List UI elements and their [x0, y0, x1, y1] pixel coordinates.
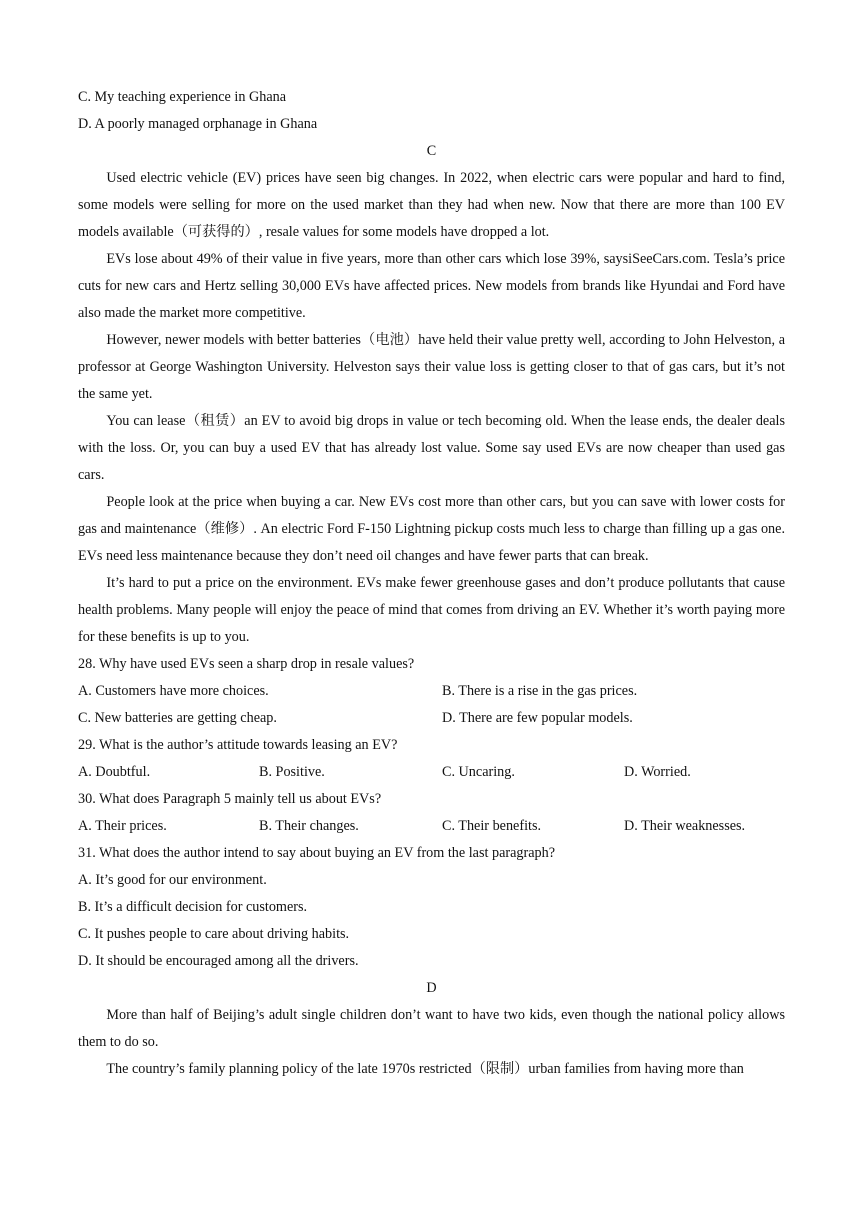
- passage-d-paragraph-1: More than half of Beijing’s adult single children don’t want to have two kids, even though the national policy allows them to do so.: [78, 1007, 785, 1050]
- question-28-option-c: C. New batteries are getting cheap.: [78, 710, 277, 726]
- question-29-option-b: B. Positive.: [259, 764, 325, 780]
- question-30-option-b: B. Their changes.: [259, 818, 359, 834]
- question-29-option-d: D. Worried.: [624, 764, 691, 780]
- question-29-option-a: A. Doubtful.: [78, 764, 151, 780]
- question-28-option-a: A. Customers have more choices.: [78, 683, 269, 699]
- question-30-options: [78, 813, 785, 840]
- question-28-option-b: B. There is a rise in the gas prices.: [442, 683, 638, 699]
- question-31-option-b: B. It’s a difficult decision for customers.: [78, 899, 308, 915]
- question-28-option-d: D. There are few popular models.: [442, 710, 633, 726]
- passage-c-paragraph-3: However, newer models with better batteries（电池）have held their value pretty well, according to John Helveston, a professor at George Washington University. Helveston says their value loss is getting closer to that of gas cars, but it’s not the same yet.: [78, 332, 785, 402]
- question-29-stem: 29. What is the author’s attitude towards leasing an EV?: [78, 737, 398, 753]
- question-28-options-row-1: [78, 678, 785, 705]
- question-28-stem: 28. Why have used EVs seen a sharp drop in resale values?: [78, 656, 415, 672]
- question-31-stem: 31. What does the author intend to say about buying an EV from the last paragraph?: [78, 845, 555, 861]
- question-28-options-row-2: [78, 705, 785, 732]
- page-content: [78, 84, 785, 1083]
- question-30-option-c: C. Their benefits.: [442, 818, 542, 834]
- passage-c-paragraph-6: It’s hard to put a price on the environment. EVs make fewer greenhouse gases and don’t produce pollutants that cause health problems. Many people will enjoy the peace of mind that comes from driving an EV. Whether it’s worth paying more for these benefits is up to you.: [78, 575, 785, 645]
- question-30-option-d: D. Their weaknesses.: [624, 818, 746, 834]
- question-29-options: [78, 759, 785, 786]
- passage-c-paragraph-1: Used electric vehicle (EV) prices have seen big changes. In 2022, when electric cars were popular and hard to find, some models were selling for more on the used market than they had when new. Now that there are more than 100 EV models available（可获得的）, resale values for some models have dropped a lot.: [78, 170, 785, 240]
- prev-option-c: C. My teaching experience in Ghana: [78, 89, 287, 105]
- question-31-option-d: D. It should be encouraged among all the drivers.: [78, 953, 359, 969]
- passage-c-paragraph-2: EVs lose about 49% of their value in five years, more than other cars which lose 39%, saysiSeeCars.com. Tesla’s price cuts for new cars and Hertz selling 30,000 EVs have affected prices. New models from brands like Hyundai and Ford have also made the market more competitive.: [78, 251, 785, 321]
- question-31-option-c: C. It pushes people to care about driving habits.: [78, 926, 350, 942]
- section-heading-d: D: [426, 980, 437, 996]
- passage-d-paragraph-2: The country’s family planning policy of the late 1970s restricted（限制）urban families from having more than: [106, 1061, 744, 1077]
- question-31-option-a: A. It’s good for our environment.: [78, 872, 267, 888]
- question-29-option-c: C. Uncaring.: [442, 764, 515, 780]
- passage-c-paragraph-4: You can lease（租赁）an EV to avoid big drops in value or tech becoming old. When the lease ends, the dealer deals with the loss. Or, you can buy a used EV that has already lost value. Some say used EVs are now cheaper than used gas cars.: [78, 413, 785, 483]
- passage-c-paragraph-5: People look at the price when buying a car. New EVs cost more than other cars, but you can save with lower costs for gas and maintenance（维修）. An electric Ford F-150 Lightning pickup costs much less to charge than filling up a gas one. EVs need less maintenance because they don’t need oil changes and have fewer parts that can break.: [78, 494, 785, 564]
- section-heading-c: C: [426, 143, 437, 159]
- question-30-stem: 30. What does Paragraph 5 mainly tell us about EVs?: [78, 791, 382, 807]
- question-30-option-a: A. Their prices.: [78, 818, 167, 834]
- prev-option-d: D. A poorly managed orphanage in Ghana: [78, 116, 318, 132]
